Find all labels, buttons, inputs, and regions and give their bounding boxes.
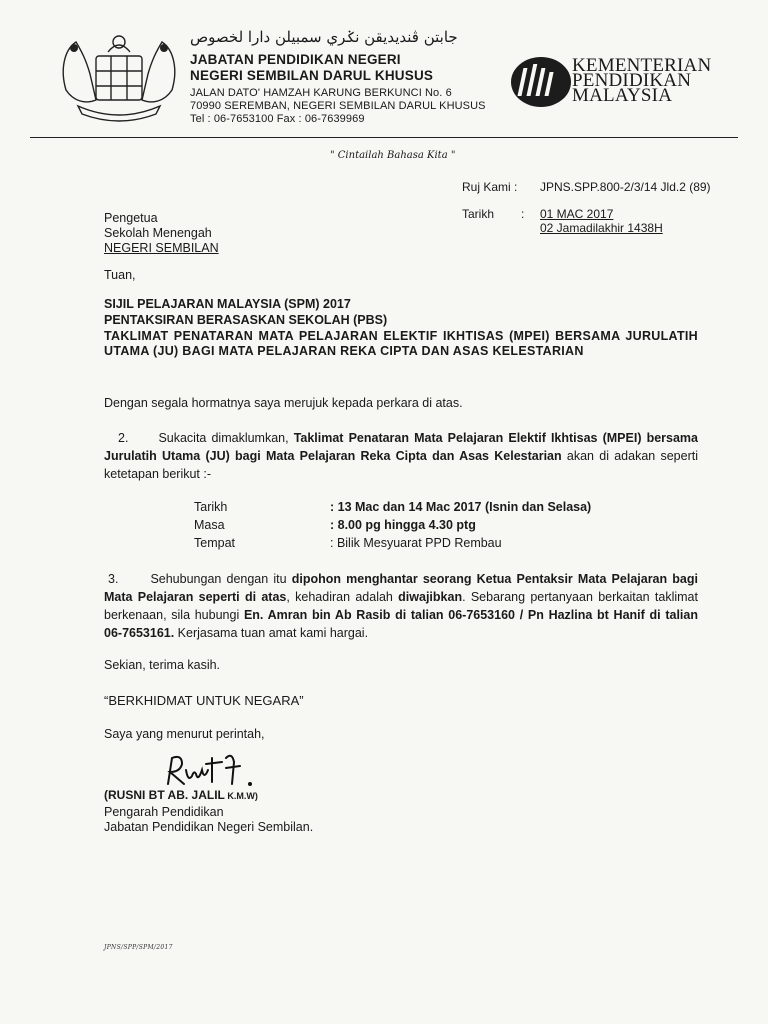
closing-remark: Sekian, terima kasih. [104,658,221,672]
paragraph-3-text-c: , kehadiran adalah [286,590,399,604]
subject-line1: SIJIL PELAJARAN MALAYSIA (SPM) 2017 [104,297,351,311]
paragraph-3-text-a: Sehubungan dengan itu [150,572,292,586]
paragraph-3 [104,570,698,642]
date-colon: : [521,207,525,221]
footer-reference-code: JPNS/SPP/SPM/2017 [104,944,173,951]
ministry-logo-icon [510,56,572,108]
signatory-name [104,788,258,802]
letterhead-divider [30,137,738,138]
recipient-line3: NEGERI SEMBILAN [104,241,219,255]
state-coat-of-arms-icon [56,30,182,122]
date-label: Tarikh [462,207,495,221]
salutation: Tuan, [104,268,136,282]
schedule-time-value: : 8.00 pg hingga 4.30 ptg [330,518,476,532]
recipient-line1: Pengetua [104,211,158,225]
schedule-date-label: Tarikh [194,500,228,514]
paragraph-2-text-c: akan di adakan seperti ketetapan berikut :- [104,449,698,481]
jawi-department-name: جابتن ڤنديديقن نݢري سمبيلن دارا لخصوص [190,28,458,46]
recipient-line2: Sekolah Menengah [104,226,212,240]
schedule-venue-value: : Bilik Mesyuarat PPD Rembau [330,536,502,550]
signatory-office: Jabatan Pendidikan Negeri Sembilan. [104,820,314,834]
signatory-honorific: K.M.W) [224,791,258,801]
paragraph-3-text-g: Kerjasama tuan amat kami hargai. [174,626,369,640]
subject-line2: PENTAKSIRAN BERASASKAN SEKOLAH (PBS) [104,313,388,327]
paragraph-2 [104,429,698,483]
department-name-line2: NEGERI SEMBILAN DARUL KHUSUS [190,68,434,83]
address-line1: JALAN DATO' HAMZAH KARUNG BERKUNCI No. 6 [190,87,452,99]
paragraph-3-text-e: . Sebarang pertanyaan berkaitan taklimat berkenaan, sila hubungi [104,590,698,622]
schedule-date-value: : 13 Mac dan 14 Mac 2017 (Isnin dan Selasa) [330,500,592,514]
schedule-venue-label: Tempat [194,536,235,550]
address-line2: 70990 SEREMBAN, NEGERI SEMBILAN DARUL KHUSUS [190,100,486,112]
reference-number: JPNS.SPP.800-2/3/14 Jld.2 (89) [540,180,711,194]
department-name-line1: JABATAN PENDIDIKAN NEGERI [190,52,401,67]
schedule-time-label: Masa [194,518,225,532]
ministry-name-line3: MALAYSIA [572,85,673,106]
paragraph-2-text-a: Sukacita dimaklumkan, [158,431,294,445]
yours-faithfully: Saya yang menurut perintah, [104,727,265,741]
slogan: “BERKHIDMAT UNTUK NEGARA” [104,693,304,708]
contact-line: Tel : 06-7653100 Fax : 06-7639969 [190,113,365,125]
motto: " Cintailah Bahasa Kita " [330,150,456,161]
signatory-title: Pengarah Pendidikan [104,805,224,819]
paragraph-3-contacts: En. Amran bin Ab Rasib di talian 06-7653160 / Pn Hazlina bt Hanif di talian 06-7653161. [104,608,698,640]
paragraph-3-request: dipohon menghantar seorang Ketua Pentaksir Mata Pelajaran bagi Mata Pelajaran seperti di atas [104,572,698,604]
date-gregorian: 01 MAC 2017 [540,207,614,221]
ministry-name-line1: KEMENTERIAN [572,55,712,76]
date-hijri: 02 Jamadilakhir 1438H [540,221,663,235]
paragraph-3-mandatory: diwajibkan [398,590,463,604]
ministry-name-line2: PENDIDIKAN [572,70,692,91]
paragraph-2-number: 2. [118,431,129,445]
reference-label: Ruj Kami : [462,180,518,194]
paragraph-3-number: 3. [108,572,119,586]
signatory-fullname: (RUSNI BT AB. JALIL [104,788,225,802]
subject-line3: TAKLIMAT PENATARAN MATA PELAJARAN ELEKTIF IKHTISAS (MPEI) BERSAMA JURULATIH UTAMA (JU) BAGI MATA PELAJARAN REKA CIPTA DAN ASAS KELESTARIAN [104,329,698,358]
intro-paragraph: Dengan segala hormatnya saya merujuk kepada perkara di atas. [104,396,463,410]
paragraph-2-event: Taklimat Penataran Mata Pelajaran Elektif Ikhtisas (MPEI) bersama Jurulatih Utama (JU) bagi Mata Pelajaran Reka Cipta dan Asas Kelestarian [104,431,698,463]
